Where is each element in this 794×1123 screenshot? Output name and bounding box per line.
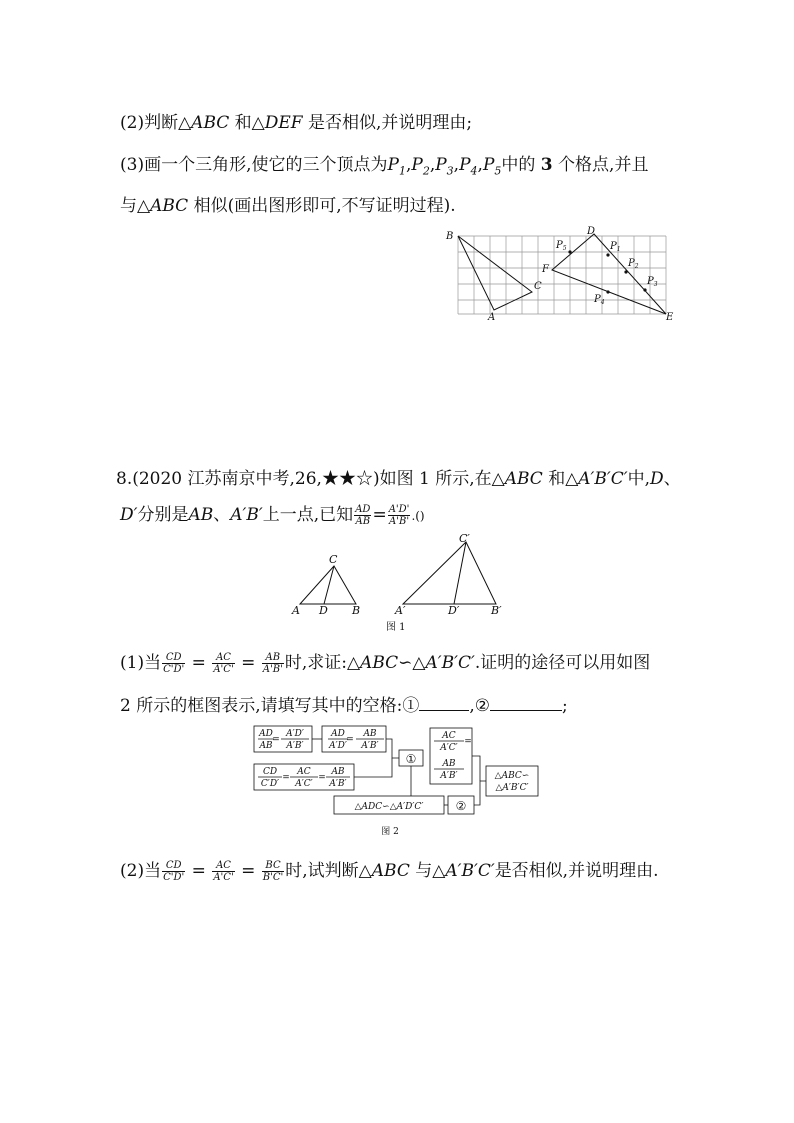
q8-line2-apbp: A′B′	[230, 505, 263, 525]
grid-points	[568, 250, 646, 293]
q8-line2-b: 上一点,已知	[262, 505, 354, 525]
frac-ab-apbp: $\frac{AB}{A'B'}$	[262, 652, 283, 675]
b3-ab: AB	[331, 767, 345, 777]
q8-mid: 中,	[627, 469, 651, 489]
q8-eq: =	[372, 505, 387, 525]
q8-line2-ab: AB	[188, 505, 214, 525]
label-p4: $P_4$	[594, 294, 605, 306]
circle1-label: ①	[405, 752, 417, 766]
q8-part1-sim: ∽	[398, 653, 413, 673]
fig1-label-bp: B′	[491, 604, 502, 617]
q7-part3-p2: $P_2$	[411, 155, 430, 178]
q8-part2-line: (2)当 $\frac{CD}{C'D'}$ = $\frac{AC}{A'C'}$ = $\frac{BC}{B'C'}$ 时,试判断△ABC 与△A′B′C′是否相似,并说明理由.	[120, 860, 659, 883]
q8-figure-1	[286, 532, 516, 636]
frac-cd-cpdp: $\frac{CD}{C'D'}$	[163, 652, 185, 675]
b2-apdp: A′D′	[329, 741, 347, 751]
q7-part3-text-a: 画一个三角形,使它的三个顶点为	[144, 155, 388, 175]
fig1-label-d: D	[319, 604, 328, 617]
q8-part1-b: .证明的途径可以用如图	[474, 653, 651, 673]
q8-and: 和	[542, 469, 566, 489]
q8-tri1: △ABC	[491, 469, 543, 489]
blank-1[interactable]	[419, 696, 469, 711]
q8-part2-num: (2)	[120, 861, 145, 881]
q8-part1-line2-c: ;	[562, 696, 568, 716]
label-c: C	[534, 281, 542, 292]
frac2-cd-cpdp: $\frac{CD}{C'D'}$	[163, 860, 185, 883]
q7-part3-line2	[120, 191, 456, 216]
q7-part2-line	[120, 108, 472, 133]
fig2-caption: 图 2	[381, 827, 399, 837]
b1-apdp: A′D′	[286, 729, 304, 739]
label-b: B	[446, 231, 454, 242]
q8-line2-a: 分别是	[137, 505, 189, 525]
q8-line2-sep: 、	[213, 505, 231, 525]
b2-ab: AB	[363, 729, 377, 739]
q8-part2-c: 是否相似,并说明理由.	[494, 861, 659, 881]
q8-sep: 、	[663, 469, 681, 489]
q8-part2-tri2: △A′B′C′	[432, 861, 495, 881]
q8-d: D	[650, 469, 664, 489]
circle2-label: ②	[455, 799, 467, 813]
q7-part3-count: 3	[540, 155, 553, 175]
q8-part2-a: 时,试判断	[285, 861, 359, 881]
q8-part1-when: 当	[144, 653, 162, 673]
q7-grid-figure	[440, 222, 680, 324]
svg-text:=: =	[282, 773, 290, 783]
label-a: A	[488, 312, 496, 323]
q7-part3-p3: $P_3$	[435, 155, 454, 178]
q7-part2-text-c: 是否相似,并说明理由;	[302, 113, 473, 133]
frac-ad-ab: $\frac{AD}{AB}$	[355, 504, 371, 527]
b5-apbp: A′B′	[440, 771, 458, 781]
q8-head-line	[116, 464, 681, 489]
q8-line2	[120, 500, 425, 527]
b3-apbp: A′B′	[329, 779, 347, 789]
b1-ad: AD	[259, 729, 273, 739]
segment-cpdp	[454, 542, 466, 604]
b2-ad: AD	[331, 729, 345, 739]
label-p5: $P_5$	[556, 240, 567, 252]
q8-part1-num: (1)	[120, 653, 145, 673]
label-p2: $P_2$	[628, 258, 639, 270]
b3-ac: AC	[297, 767, 311, 777]
q7-part3-p1: $P_1$	[387, 155, 406, 178]
q7-part3-line2-b: 相似(画出图形即可,不写证明过程).	[188, 196, 456, 216]
fig1-label-b: B	[352, 604, 361, 617]
q8-line2-end: .()	[411, 509, 425, 523]
q7-part3-line2-a: 与	[120, 196, 137, 216]
b6-line1: △ABC∽	[494, 771, 530, 781]
fig1-caption: 图 1	[386, 622, 406, 633]
label-e: E	[666, 312, 674, 323]
svg-text:=: =	[272, 735, 280, 745]
b1-ab: AB	[259, 741, 273, 751]
fig1-label-a: A	[292, 604, 300, 617]
b5-ac: AC	[442, 731, 456, 741]
q7-part3-line1: (3)画一个三角形,使它的三个顶点为$P_1,P_2,P_3,P_4,P_5$中的 3 个格点,并且	[120, 155, 649, 178]
fig1-label-dp: D′	[448, 604, 460, 617]
triangle-abc	[458, 236, 532, 310]
q8-line2-dp: D′	[120, 505, 138, 525]
q8-part2-when: 当	[144, 861, 162, 881]
q8-part1-a: 时,求证:	[284, 653, 347, 673]
q8-part2-tri1: △ABC	[358, 861, 410, 881]
frac2-bc-bpcp: $\frac{BC}{B'C'}$	[262, 860, 284, 883]
triangle-def	[552, 234, 666, 314]
svg-text:=: =	[346, 735, 354, 745]
q7-part3-p5: $P_5$	[482, 155, 502, 178]
blank-2[interactable]	[490, 696, 562, 711]
fig1-label-cp: C′	[459, 532, 470, 545]
q8-part1-tri2: △A′B′C′	[412, 653, 475, 673]
svg-text:=: =	[464, 737, 472, 747]
svg-text:=: =	[318, 773, 326, 783]
label-f: F	[542, 264, 549, 275]
q8-part1-line2-b: ,②	[469, 696, 491, 716]
b5-ab: AB	[442, 759, 456, 769]
b3-apcp: A′C′	[295, 779, 313, 789]
q8-part1-line2-a: 2 所示的框图表示,请填写其中的空格:①	[120, 696, 420, 716]
q7-part3-p4: $P_4$	[459, 155, 478, 178]
q8-figure-2	[250, 722, 550, 840]
q7-part3-line2-tri: △ABC	[137, 196, 189, 216]
q8-part1-tri1: △ABC	[346, 653, 399, 673]
q7-part2-num: (2)	[120, 113, 145, 133]
q7-part2-text-b: 和	[229, 113, 252, 133]
triangle-abc-small	[300, 566, 356, 604]
q7-part3-text-c: 个格点,并且	[552, 155, 649, 175]
b1-apbp: A′B′	[286, 741, 304, 751]
q7-part3-num: (3)	[120, 155, 145, 175]
q8-part2-b: 与	[409, 861, 433, 881]
q8-tri2: △A′B′C′	[565, 469, 628, 489]
frac-ac-apcp: $\frac{AC}{A'C'}$	[213, 652, 234, 675]
b3-cd: CD	[262, 767, 278, 777]
b7-text: △ADC∽△A′D′C′	[354, 802, 424, 812]
q7-part2-text-a: 判断	[144, 113, 179, 133]
b3-cpdp: C′D′	[260, 779, 280, 789]
fig1-label-ap: A′	[395, 604, 406, 617]
label-p1: $P_1$	[610, 241, 621, 253]
q7-part3-text-b: 中的	[501, 155, 541, 175]
label-d: D	[587, 226, 596, 237]
q8-head-text: 8.(2020 江苏南京中考,26,★★☆)如图 1 所示,在	[116, 469, 492, 489]
triangle-apbpcp	[403, 542, 496, 604]
frac2-ac-apcp: $\frac{AC}{A'C'}$	[213, 860, 234, 883]
q8-part1-line2	[120, 691, 568, 716]
q8-part1-line1: (1)当 $\frac{CD}{C'D'}$ = $\frac{AC}{A'C'}$ = $\frac{AB}{A'B'}$ 时,求证:△ABC∽△A′B′C′.证明的途径可以用如图	[120, 652, 651, 675]
fig1-label-c: C	[329, 553, 338, 566]
b5-apcp: A′C′	[440, 743, 458, 753]
frac-apdp-apbp: $\frac{A'D'}{A'B'}$	[388, 504, 410, 527]
label-p3: $P_3$	[647, 276, 658, 288]
b6-line2: △A′B′C′	[495, 783, 529, 793]
b2-apbp: A′B′	[361, 741, 379, 751]
q7-part2-tri2: △DEF	[251, 113, 303, 133]
q7-part2-tri1: △ABC	[178, 113, 230, 133]
